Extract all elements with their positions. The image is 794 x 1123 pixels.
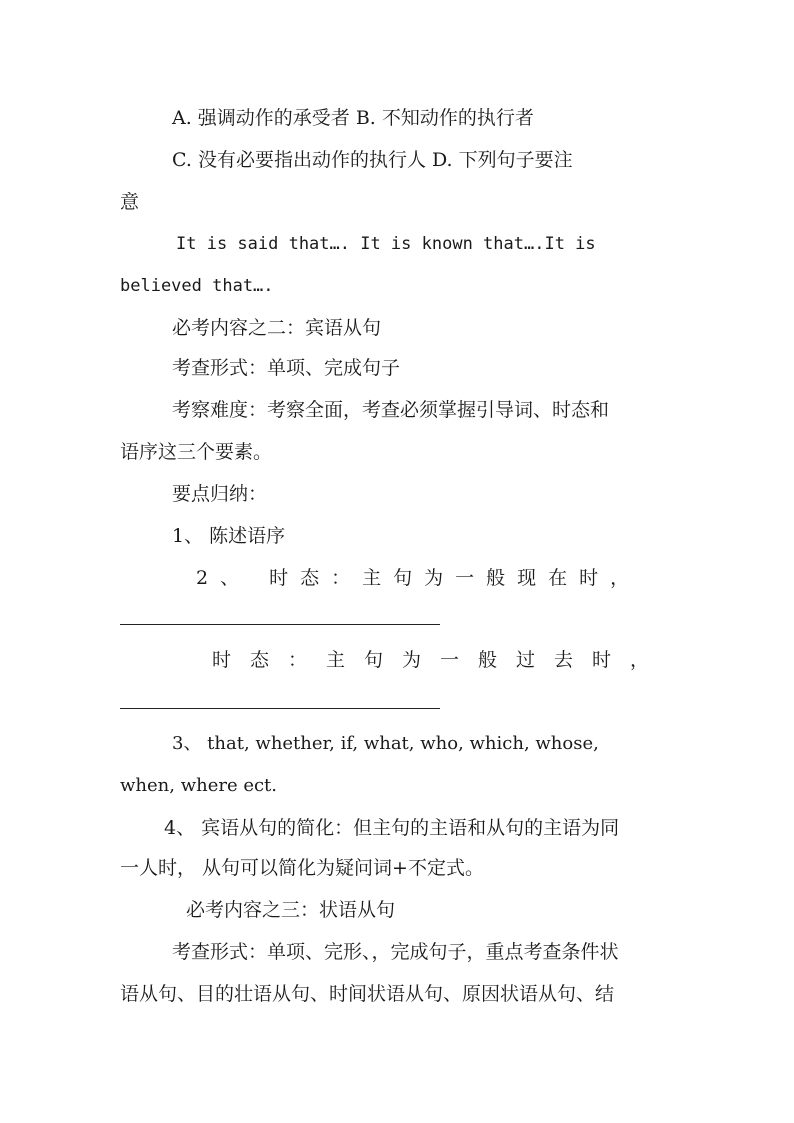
point-1: 1、 陈述语序 [172, 525, 286, 547]
point-4-simplification: 4、 宾语从句的简化：但主句的主语和从句的主语为同 [164, 817, 620, 839]
example-sentences-continued: believed that…. [120, 276, 274, 296]
point-4-simplification-continued: 一人时， 从句可以简化为疑问词+不定式。 [120, 857, 484, 879]
point-3-conjunctions: 3、 that, whether, if, what, who, which, whose, [172, 733, 599, 754]
options-c-d: C. 没有必要指出动作的执行人 D. 下列句子要注 [172, 149, 573, 171]
answer-blank-1 [120, 624, 440, 625]
point-2-past-tense: 时态：主句为一般过去时， [212, 649, 669, 671]
key-points-heading: 要点归纳： [172, 483, 268, 505]
section-heading-object-clause: 必考内容之二：宾语从句 [172, 317, 382, 339]
exam-format: 考查形式：单项、完成句子 [172, 357, 401, 379]
example-sentences: It is said that…. It is known that….It is [176, 234, 596, 254]
section-heading-adverbial-clause: 必考内容之三：状语从句 [186, 899, 396, 921]
point-3-conjunctions-continued: when, where ect. [120, 775, 278, 796]
exam-difficulty-continued: 语序这三个要素。 [120, 441, 273, 463]
adverbial-exam-format: 考查形式：单项、完形、，完成句子，重点考查条件状 [172, 941, 619, 963]
adverbial-exam-format-continued: 语从句、目的壮语从句、时间状语从句、原因状语从句、结 [120, 983, 615, 1005]
options-a-b: A. 强调动作的承受者 B. 不知动作的执行者 [172, 107, 534, 129]
exam-difficulty: 考察难度：考察全面，考查必须掌握引导词、时态和 [172, 399, 610, 421]
point-2-present-tense: 2、 时态：主句为一般现在时， [196, 567, 642, 589]
options-c-d-continued: 意 [120, 191, 140, 213]
answer-blank-2 [120, 708, 440, 709]
